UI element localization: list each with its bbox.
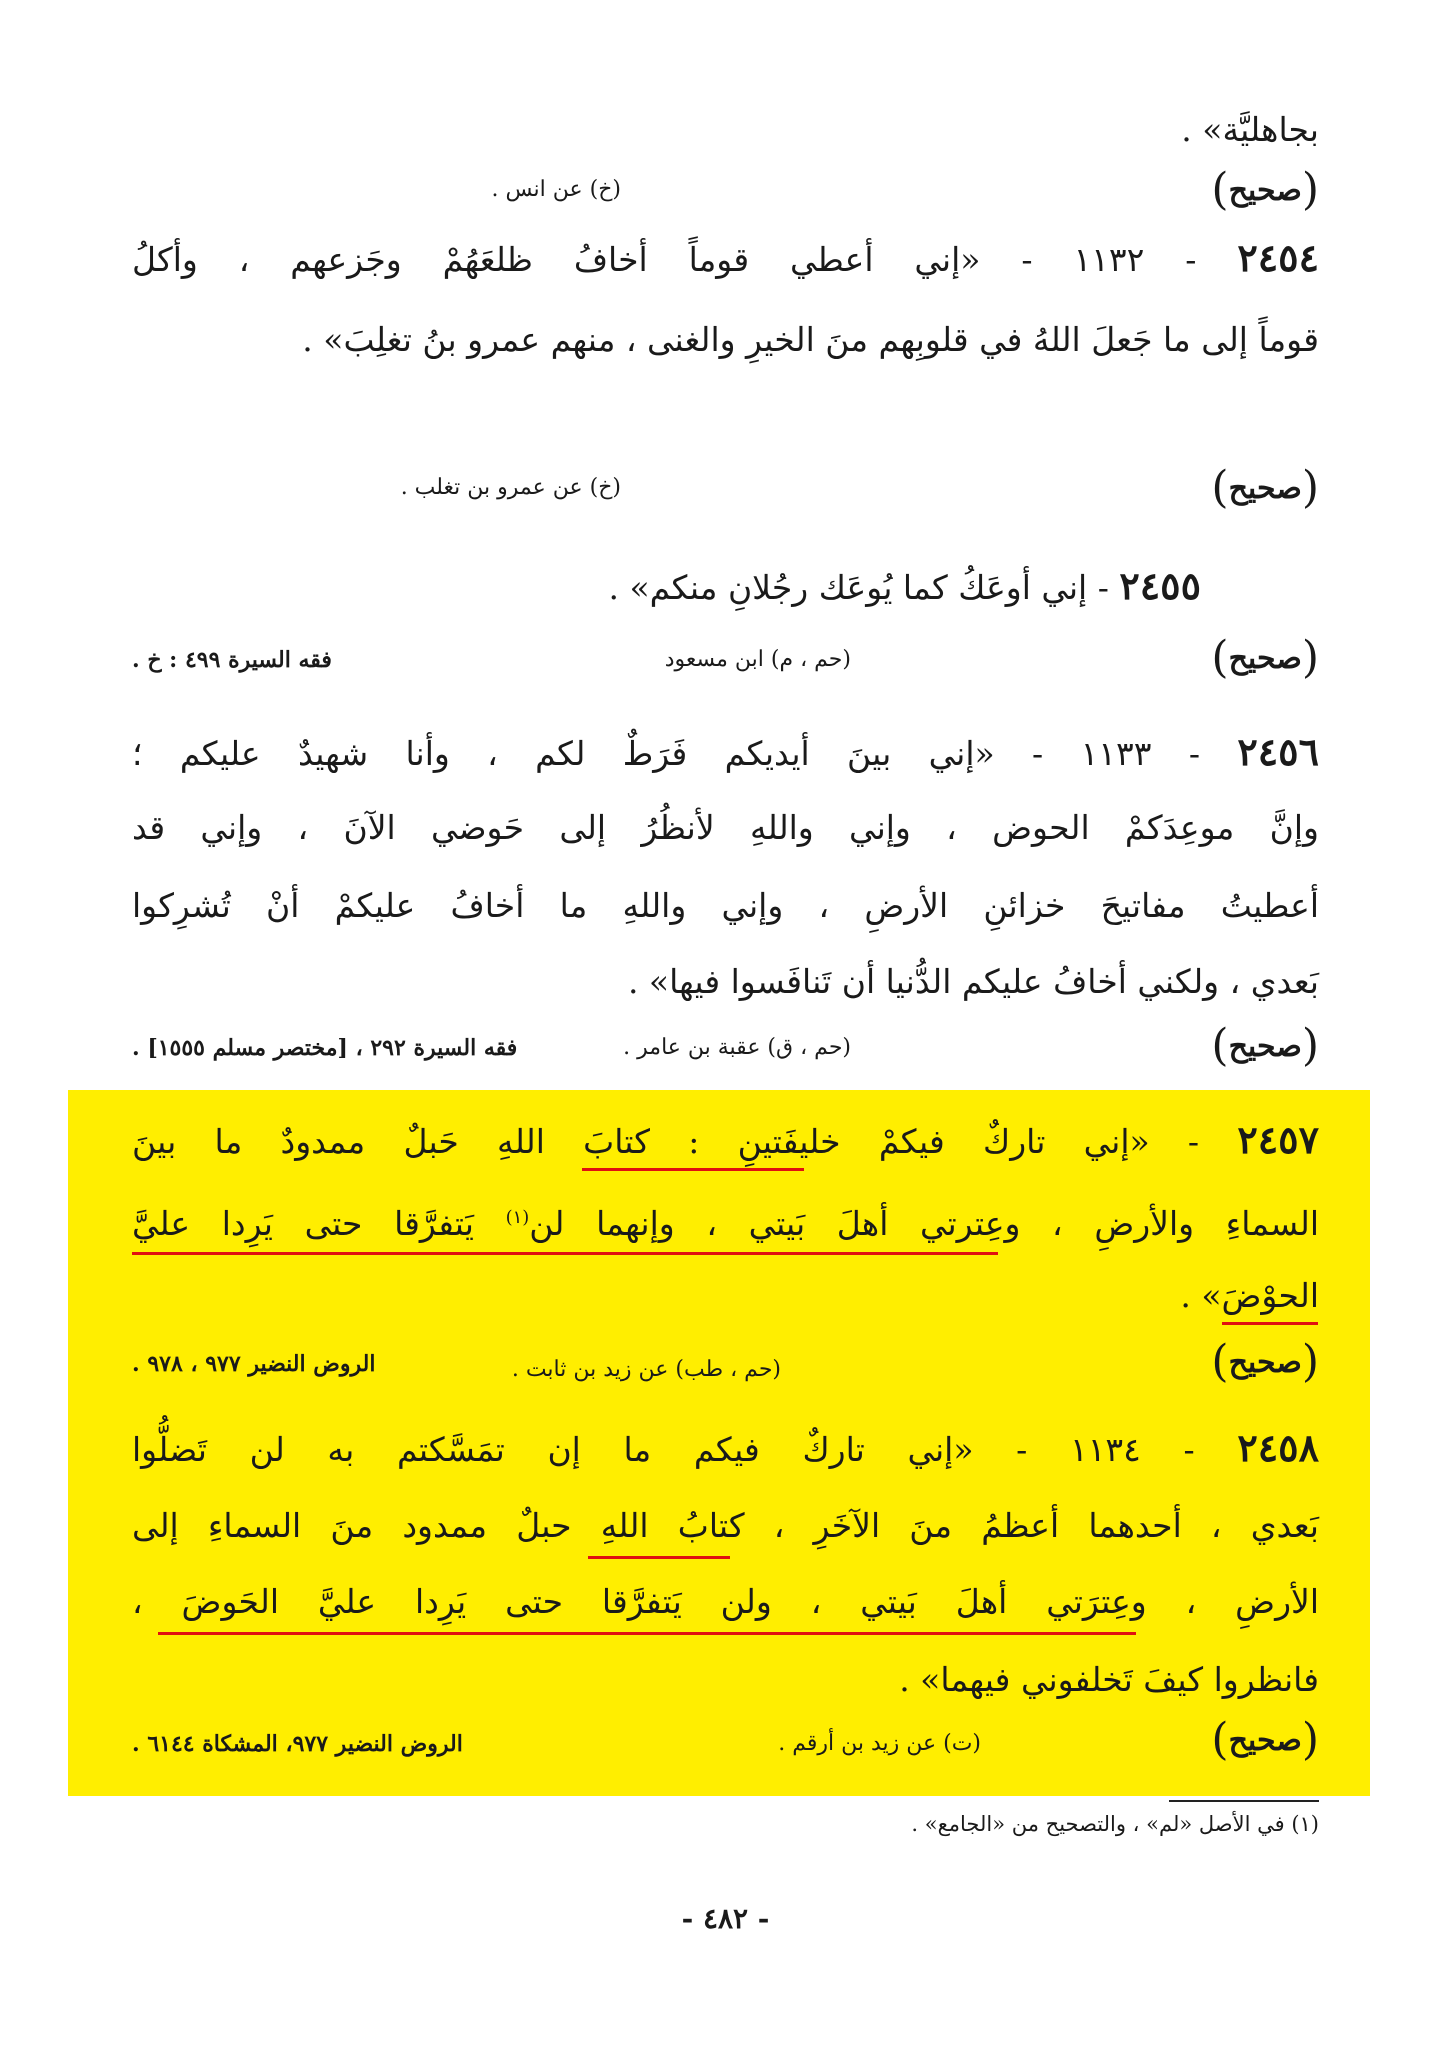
grade-label: (صحيح) (1211, 632, 1319, 683)
reference-citation: فقه السيرة ٢٩٢ ، [مختصر مسلم ١٥٥٥] . (132, 1035, 518, 1061)
hadith-2457-line-1: ٢٤٥٧ - «إني تاركٌ فيكمْ خليفَتينِ : كتابَ اللهِ حَبلٌ ممدودٌ ما بينَ (132, 1117, 1319, 1162)
source-citation: (خ) عن عمرو بن تغلب . (400, 475, 621, 500)
hadith-2457-line-2: السماءِ والأرضِ ، وعِترتي أهلَ بَيتي ، وإنهما لن$^{(١)}$ يَتفرَّقا حتى يَرِدا عليَّ (132, 1204, 1319, 1243)
grade-label: (صحيح) (1211, 462, 1319, 513)
hadith-2457-line-3: الحوْضَ» . (1180, 1276, 1319, 1315)
hadith-number: ٢٤٥٦ (1237, 729, 1319, 774)
hadith-number: ٢٤٥٤ (1237, 235, 1319, 280)
hadith-2458-line-4: فانظروا كيفَ تَخلفوني فيهما» . (899, 1660, 1319, 1699)
source-citation: (حم ، طب) عن زيد بن ثابت . (511, 1357, 781, 1382)
hadith-2454-line-2: قوماً إلى ما جَعلَ اللهُ في قلوبِهم منَ الخيرِ والغنى ، منهم عمرو بنُ تغلِبَ» . (302, 320, 1319, 359)
hadith-2456-line-2: وإنَّ موعِدَكمْ الحوض ، وإني واللهِ لأنظُرُ إلى حَوضي الآنَ ، وإني قد (132, 808, 1319, 847)
hadith-2456-line-1: ٢٤٥٦ - ١١٣٣ - «إني بينَ أيديكم فَرَطٌ لكم ، وأنا شهيدٌ عليكم ؛ (132, 729, 1319, 774)
text-line: بجاهليَّة» . (1181, 110, 1319, 149)
source-citation: (ت) عن زيد بن أرقم . (778, 1731, 981, 1756)
grade-label: (صحيح) (1211, 1020, 1319, 1071)
hadith-2456-line-3: أعطيتُ مفاتيحَ خزائنِ الأرضِ ، وإني واللهِ ما أخافُ عليكمْ أنْ تُشرِكوا (132, 886, 1319, 925)
hadith-number: ٢٤٥٨ (1237, 1425, 1319, 1470)
footnote: (١) في الأصل «لم» ، والتصحيح من «الجامع» . (911, 1812, 1319, 1836)
page-number: - ٤٨٢ - (681, 1902, 770, 1935)
grade-label: (صحيح) (1211, 1336, 1319, 1387)
red-underline (1222, 1322, 1318, 1325)
source-citation: (حم ، م) ابن مسعود (664, 647, 851, 672)
red-underline (132, 1252, 998, 1255)
hadith-number: ٢٤٥٥ (1119, 563, 1201, 608)
hadith-2454-line-1: ٢٤٥٤ - ١١٣٢ - «إني أعطي قوماً أخافُ ظلعَهُمْ وجَزعهم ، وأكلُ (132, 235, 1319, 280)
source-citation: (خ) عن انس . (491, 177, 621, 202)
hadith-number: ٢٤٥٧ (1237, 1117, 1319, 1162)
red-underline (588, 1556, 730, 1559)
hadith-2455-line-1: ٢٤٥٥ - إني أوعَكُ كما يُوعَك رجُلانِ منكم» . (608, 563, 1201, 608)
grade-label: (صحيح) (1211, 164, 1319, 215)
hadith-2456-line-4: بَعدي ، ولكني أخافُ عليكم الدُّنيا أن تَنافَسوا فيها» . (627, 962, 1319, 1001)
reference-citation: الروض النضير ٩٧٧، المشكاة ٦١٤٤ . (132, 1731, 463, 1757)
source-citation: (حم ، ق) عقبة بن عامر . (623, 1035, 851, 1060)
hadith-2458-line-3: الأرضِ ، وعِترَتي أهلَ بَيتي ، ولن يَتفرَّقا حتى يَرِدا عليَّ الحَوضَ ، (132, 1582, 1319, 1621)
red-underline (158, 1632, 1136, 1635)
red-underline (582, 1168, 804, 1171)
footnote-rule (1169, 1800, 1319, 1802)
footnote-marker: (١) (505, 1207, 530, 1228)
hadith-2458-line-1: ٢٤٥٨ - ١١٣٤ - «إني تاركٌ فيكم ما إن تمَسَّكتم به لن تَضلُّوا (132, 1425, 1319, 1470)
reference-citation: فقه السيرة ٤٩٩ : خ . (132, 647, 332, 673)
reference-citation: الروض النضير ٩٧٧ ، ٩٧٨ . (132, 1351, 376, 1377)
hadith-2458-line-2: بَعدي ، أحدهما أعظمُ منَ الآخَرِ ، كتابُ اللهِ حبلٌ ممدود منَ السماءِ إلى (132, 1506, 1319, 1545)
grade-label: (صحيح) (1211, 1714, 1319, 1765)
